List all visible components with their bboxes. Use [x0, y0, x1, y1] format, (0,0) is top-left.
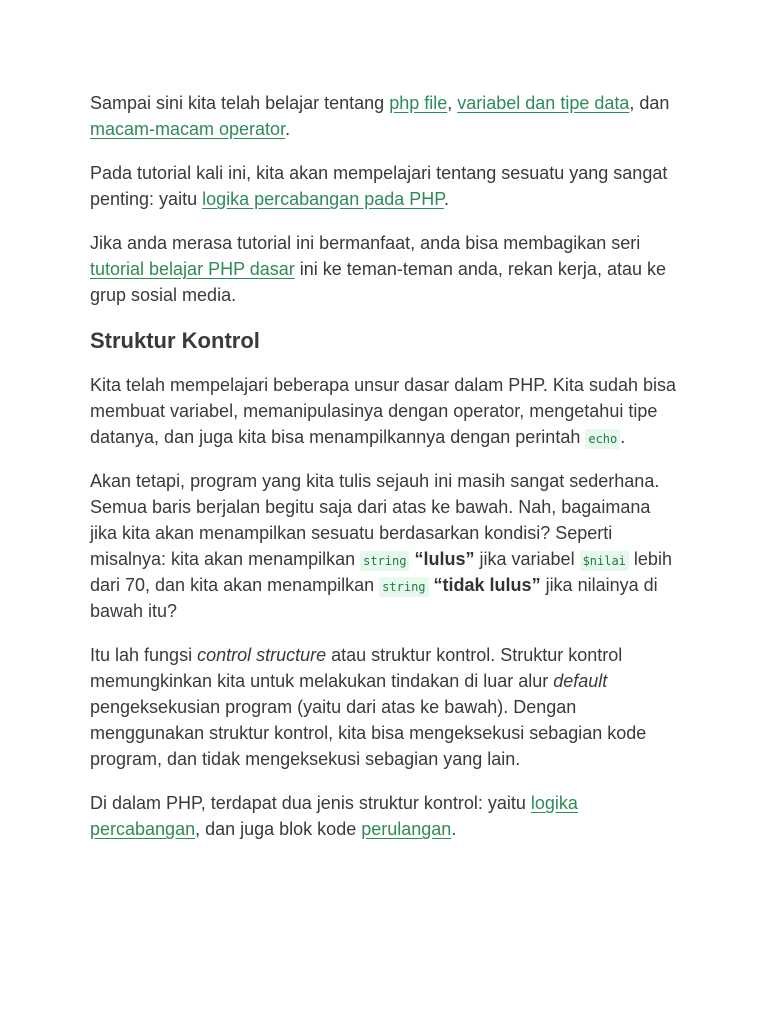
text: Pada tutorial kali ini, kita akan mempelajari tentang sesuatu yang sangat penting: yaitu — [90, 163, 668, 209]
article-body — [90, 90, 680, 860]
text: Kita telah mempelajari beberapa unsur dasar dalam PHP. Kita sudah bisa membuat variabel, memanipulasinya dengan operator, mengetahui tipe datanya, dan juga kita bisa menampilkannya dengan perintah — [90, 375, 677, 447]
link-logika-percabangan-pada-php[interactable]: logika percabangan pada PHP — [202, 189, 444, 209]
text: Di dalam PHP, terdapat dua jenis struktur kontrol: yaitu — [90, 793, 531, 813]
text: , — [447, 93, 458, 113]
section-paragraph-4 — [90, 790, 680, 842]
intro-paragraph-3 — [90, 230, 680, 308]
section-paragraph-2 — [90, 468, 680, 624]
link-variabel-dan-tipe-data[interactable]: variabel dan tipe data — [457, 93, 630, 113]
bold-tidak-lulus: “tidak lulus” — [433, 575, 541, 595]
text: Sampai sini kita telah belajar tentang — [90, 93, 390, 113]
link-php-file[interactable]: php file — [389, 93, 448, 113]
text: pengeksekusian program (yaitu dari atas ke bawah). Dengan menggunakan struktur kontrol, kita bisa mengeksekusi sebagian kode program, dan tidak mengeksekusi sebagian yang lain. — [90, 697, 647, 769]
text: . — [443, 189, 449, 209]
bold-lulus: “lulus” — [414, 549, 475, 569]
text: , dan — [629, 93, 670, 113]
text: Akan tetapi, program yang kita tulis sejauh ini masih sangat sederhana. Semua baris berjalan begitu saja dari atas ke bawah. Nah, bagaimana jika kita akan menampilkan sesuatu berdasarkan kondisi? Seperti misalnya: kita akan menampilkan — [90, 471, 660, 569]
text: lebih dari 70, dan kita akan menampilkan — [90, 549, 672, 595]
section-paragraph-3 — [90, 642, 680, 772]
link-perulangan[interactable]: perulangan — [361, 819, 452, 839]
text: jika nilainya di bawah itu? — [90, 575, 658, 621]
inline-code-string: string — [360, 551, 409, 571]
text: . — [620, 427, 626, 447]
section-paragraph-1 — [90, 372, 680, 450]
link-tutorial-belajar-php-dasar[interactable]: tutorial belajar PHP dasar — [90, 259, 295, 279]
text: atau struktur kontrol. Struktur kontrol memungkinkan kita untuk melakukan tindakan di luar alur — [90, 645, 623, 691]
inline-code-echo: echo — [585, 429, 620, 449]
text: . — [285, 119, 291, 139]
text: , dan juga blok kode — [195, 819, 362, 839]
section-heading: Struktur Kontrol — [90, 328, 260, 353]
italic-control-structure: control structure — [197, 645, 327, 665]
inline-code-string: string — [379, 577, 428, 597]
link-logika-percabangan[interactable]: logika percabangan — [90, 793, 578, 839]
italic-default: default — [553, 671, 608, 691]
text: Itu lah fungsi — [90, 645, 198, 665]
text: Jika anda merasa tutorial ini bermanfaat, anda bisa membagikan seri — [90, 233, 641, 253]
link-macam-macam-operator[interactable]: macam-macam operator — [90, 119, 286, 139]
text: jika variabel — [474, 549, 580, 569]
inline-code-nilai: $nilai — [580, 551, 629, 571]
text: ini ke teman-teman anda, rekan kerja, atau ke grup sosial media. — [90, 259, 666, 305]
intro-paragraph-1 — [90, 90, 680, 142]
intro-paragraph-2 — [90, 160, 680, 212]
text: . — [451, 819, 457, 839]
